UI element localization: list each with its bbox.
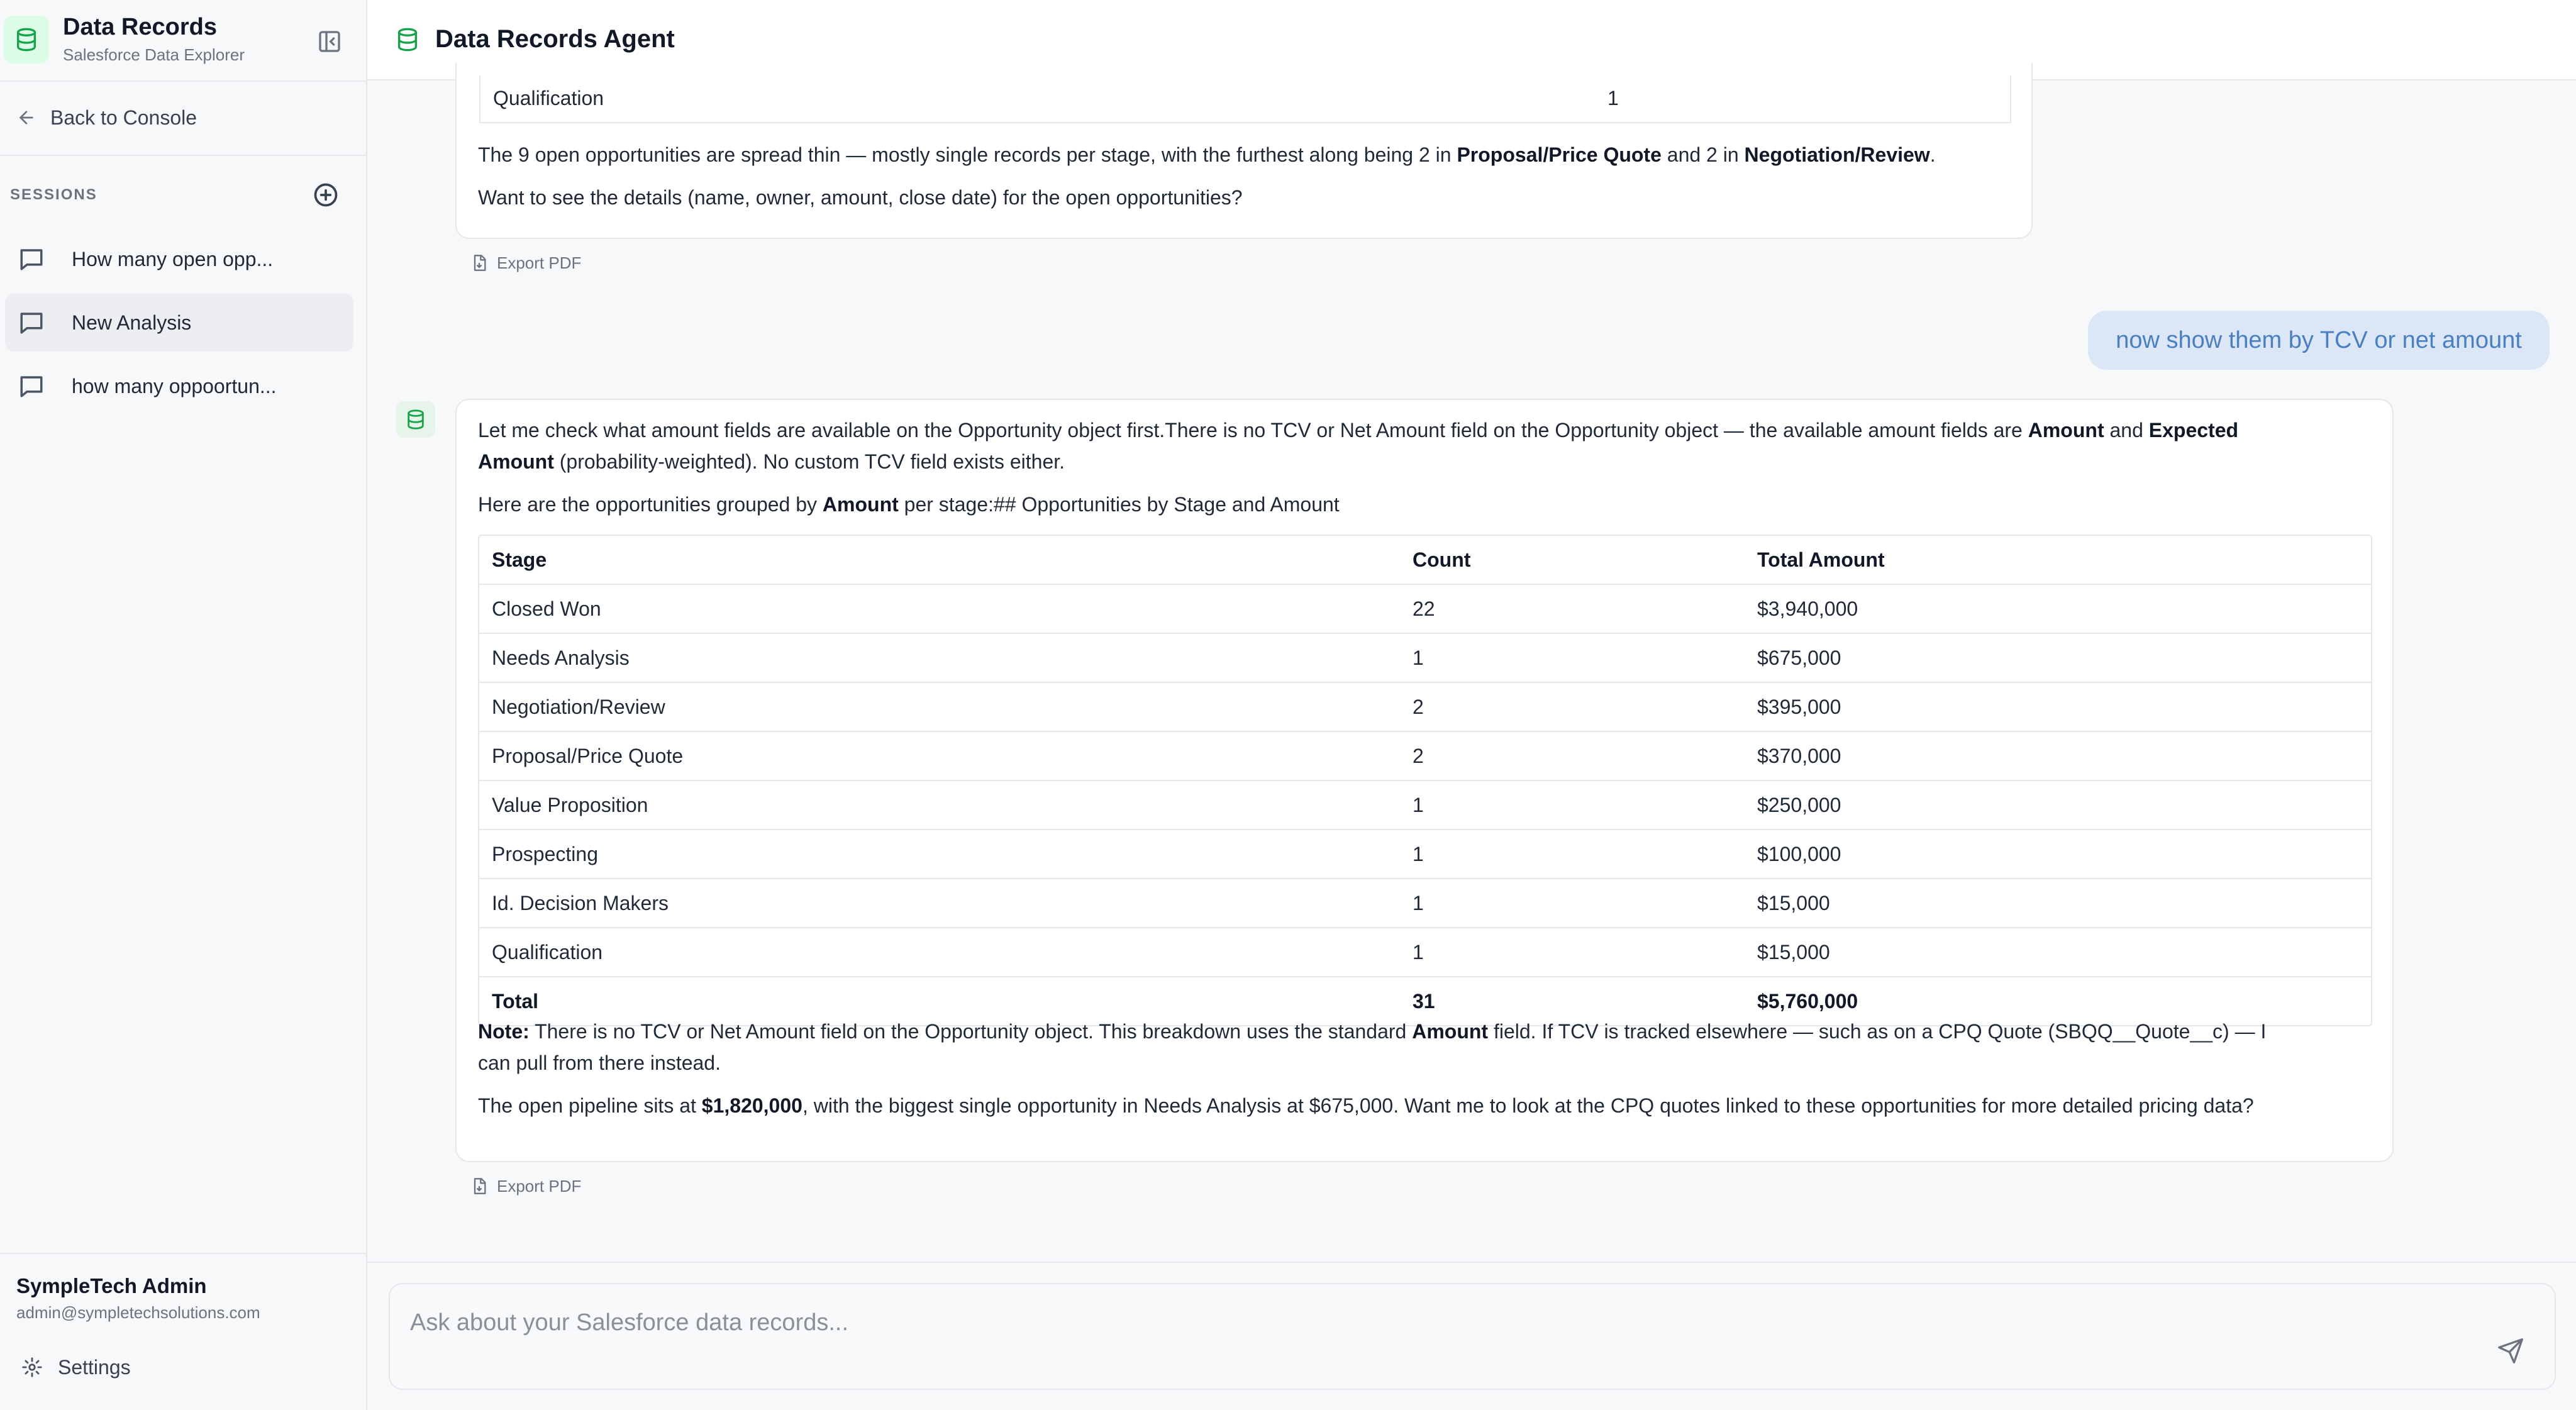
session-label: How many open opp... xyxy=(72,247,274,270)
app-title: Data Records xyxy=(63,14,217,40)
table-row xyxy=(479,682,2371,731)
agent-avatar-database-icon xyxy=(396,401,435,438)
text-span: and 2 in xyxy=(1661,143,1745,166)
chat-bubble-icon xyxy=(16,244,47,274)
session-item[interactable] xyxy=(5,357,353,415)
chat-bubble-icon xyxy=(16,308,47,338)
table-cell: $15,000 xyxy=(1745,928,2371,977)
table-cell: 2 xyxy=(1400,682,1745,731)
text-span: . xyxy=(1929,143,1936,166)
table-cell: Needs Analysis xyxy=(479,633,1400,682)
collapse-sidebar-icon[interactable] xyxy=(314,28,345,55)
new-session-button[interactable] xyxy=(311,180,341,210)
table-cell: Proposal/Price Quote xyxy=(479,731,1400,780)
table-cell: Closed Won xyxy=(479,584,1400,633)
app-subtitle: Salesforce Data Explorer xyxy=(63,45,245,64)
message-paragraph xyxy=(478,488,1340,521)
table-cell: 1 xyxy=(1400,780,1745,830)
database-icon xyxy=(395,26,420,53)
session-item[interactable] xyxy=(5,230,353,288)
bold-text: Note: xyxy=(478,1020,530,1043)
bold-text: Negotiation/Review xyxy=(1744,143,1930,166)
divider xyxy=(0,155,366,156)
sidebar xyxy=(0,0,367,1410)
arrow-left-icon xyxy=(16,108,36,128)
bold-text: Amount xyxy=(2028,419,2104,441)
text-span: , with the biggest single opportunity in Needs Analysis at $675,000. Want me to look at the CPQ quotes linked to these opportunities for more detailed pricing data? xyxy=(802,1094,2254,1117)
chat-input[interactable] xyxy=(409,1306,2424,1340)
text-span: and xyxy=(2104,419,2149,441)
table-row xyxy=(479,780,2371,830)
table-cell: $370,000 xyxy=(1745,731,2371,780)
text-span: field. If TCV is tracked elsewhere — such as on a CPQ Quote (SBQQ__Quote__c) — I xyxy=(1488,1020,2267,1043)
text-span: Here are the opportunities grouped by xyxy=(478,493,823,516)
table-cell: Prospecting xyxy=(479,830,1400,879)
export-pdf-button[interactable] xyxy=(470,1176,581,1196)
table-cell: 1 xyxy=(1400,633,1745,682)
session-label: how many oppoortun... xyxy=(72,374,277,397)
file-pdf-icon xyxy=(470,1176,488,1196)
bold-text: $1,820,000 xyxy=(701,1094,802,1117)
export-pdf-button[interactable] xyxy=(470,253,581,273)
table-cell: $100,000 xyxy=(1745,830,2371,879)
text-span: There is no TCV or Net Amount field on the Opportunity object. This breakdown uses the standard xyxy=(529,1020,1413,1043)
table-cell: $675,000 xyxy=(1745,633,2371,682)
text-span: (probability-weighted). No custom TCV field exists either. xyxy=(553,450,1065,473)
message-paragraph xyxy=(478,1089,2254,1122)
column-header: Count xyxy=(1400,536,1745,584)
table-cell: 1 xyxy=(1400,830,1745,879)
agent-message xyxy=(455,399,2394,1162)
bold-text: Expected xyxy=(2148,419,2239,441)
export-pdf-label: Export PDF xyxy=(497,253,582,272)
file-pdf-icon xyxy=(470,253,488,273)
page-title: Data Records Agent xyxy=(435,25,675,53)
send-icon xyxy=(2497,1337,2524,1365)
table-row xyxy=(479,633,2371,682)
message-paragraph xyxy=(478,138,1936,171)
table-row xyxy=(479,830,2371,879)
divider xyxy=(367,1262,2576,1263)
table-row xyxy=(479,75,2011,123)
table-cell: Qualification xyxy=(479,928,1400,977)
message-paragraph: Want to see the details (name, owner, amount, close date) for the open opportunities? xyxy=(478,186,1243,209)
back-to-console-link[interactable] xyxy=(16,104,197,131)
divider xyxy=(0,1253,366,1254)
agent-message-previous xyxy=(455,63,2033,239)
settings-label: Settings xyxy=(58,1355,131,1379)
table-row xyxy=(479,879,2371,928)
bold-text: Amount xyxy=(1412,1020,1489,1043)
send-button[interactable] xyxy=(2493,1333,2528,1368)
table-cell: Value Proposition xyxy=(479,780,1400,830)
export-pdf-label: Export PDF xyxy=(497,1176,582,1196)
table-row xyxy=(479,731,2371,780)
note-paragraph xyxy=(478,1015,2266,1048)
table-cell: $3,940,000 xyxy=(1745,584,2371,633)
user-name: SympleTech Admin xyxy=(16,1274,207,1297)
text-span: per stage:## Opportunities by Stage and Amount xyxy=(898,493,1340,516)
table-cell: $15,000 xyxy=(1745,879,2371,928)
text-span: The open pipeline sits at xyxy=(478,1094,702,1117)
session-item-active[interactable] xyxy=(5,294,353,352)
table-cell: Id. Decision Makers xyxy=(479,879,1400,928)
table-cell: 1 xyxy=(1607,87,1619,109)
bold-text: Amount xyxy=(478,450,554,473)
table-cell: Total xyxy=(492,989,539,1013)
table-cell: $395,000 xyxy=(1745,682,2371,731)
table-row xyxy=(479,584,2371,633)
message-composer xyxy=(389,1283,2556,1390)
back-to-console-label: Back to Console xyxy=(50,106,197,129)
chat-bubble-icon xyxy=(16,371,47,401)
table-cell: 1 xyxy=(1400,928,1745,977)
table-cell: 2 xyxy=(1400,731,1745,780)
sessions-heading: SESSIONS xyxy=(10,186,97,203)
user-message: now show them by TCV or net amount xyxy=(2088,311,2550,370)
table-cell: 31 xyxy=(1413,989,1435,1013)
table-cell: 1 xyxy=(1400,879,1745,928)
settings-link[interactable] xyxy=(21,1353,131,1381)
text-span: Let me check what amount fields are available on the Opportunity object first.There is no TCV or Net Amount field on the Opportunity object — the available amount fields are xyxy=(478,419,2028,441)
message-paragraph-cont xyxy=(478,445,1065,478)
gear-icon xyxy=(21,1357,43,1378)
table-row xyxy=(479,928,2371,977)
text-span: The 9 open opportunities are spread thin — mostly single records per stage, with the furthest along being 2 in xyxy=(478,143,1457,166)
table-cell: 22 xyxy=(1400,584,1745,633)
brand-header xyxy=(0,0,366,82)
table-header-row xyxy=(479,536,2371,584)
table-cell: Qualification xyxy=(493,87,604,109)
session-label: New Analysis xyxy=(72,311,192,334)
message-paragraph xyxy=(478,414,2238,447)
note-paragraph-cont: can pull from there instead. xyxy=(478,1052,721,1074)
bold-text: Proposal/Price Quote xyxy=(1457,143,1662,166)
plus-circle-icon xyxy=(312,181,340,209)
table-cell: $5,760,000 xyxy=(1757,989,1858,1013)
user-email: admin@sympletechsolutions.com xyxy=(16,1303,260,1322)
column-header: Stage xyxy=(479,536,1400,584)
column-header: Total Amount xyxy=(1745,536,2371,584)
table-cell: Negotiation/Review xyxy=(479,682,1400,731)
table-cell: $250,000 xyxy=(1745,780,2371,830)
data-table xyxy=(478,535,2372,1026)
bold-text: Amount xyxy=(822,493,899,516)
database-icon xyxy=(4,16,49,64)
